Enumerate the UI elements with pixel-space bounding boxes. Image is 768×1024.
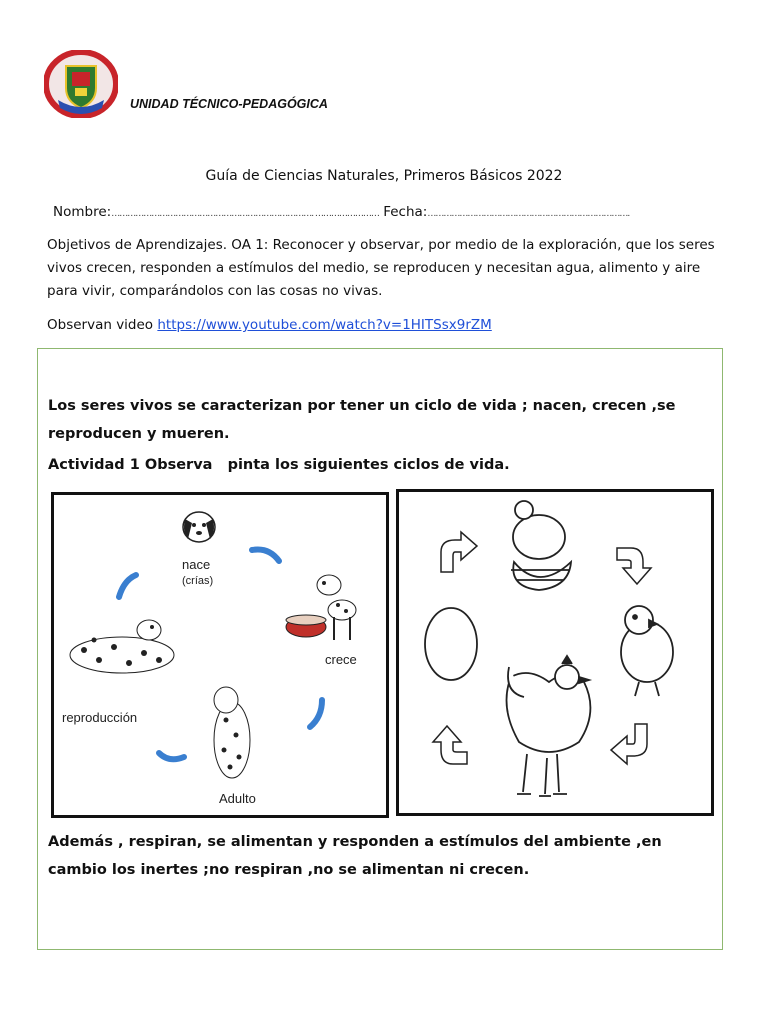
objectives-text: Objetivos de Aprendizajes. OA 1: Reconocer y observar, por medio de la exploración, que los seres vivos crecen, responden a estímulos del medio, se reproducen y necesitan agua, alimento y aire para vivir, comparándolos con las cosas no vivas. (47, 237, 715, 299)
label-reproduccion: reproducción (62, 710, 138, 725)
arrow-icon (119, 575, 136, 597)
video-line (47, 317, 492, 333)
arrow-icon (433, 726, 467, 764)
egg-icon (425, 608, 477, 680)
hen-cycle-drawing (399, 492, 711, 813)
school-logo (44, 50, 118, 118)
unit-label: UNIDAD TÉCNICO-PEDAGÓGICA (130, 97, 328, 111)
name-date-line (53, 204, 629, 220)
name-field[interactable]: …………………………………………………………………. …………………… (111, 209, 379, 219)
arrow-icon (159, 753, 184, 759)
chick-icon (621, 606, 673, 696)
label-nace: nace (182, 557, 211, 572)
intro-text: Los seres vivos se caracterizan por tener un ciclo de vida ; nacen, crecen ,se reproducen y mueren. (48, 398, 676, 442)
label-crece: crece (325, 652, 357, 667)
label-adulto: Adulto (219, 791, 256, 806)
video-link[interactable]: https://www.youtube.com/watch?v=1HITSsx9rZM (157, 317, 492, 333)
page-title: Guía de Ciencias Naturales, Primeros Básicos 2022 (205, 168, 563, 184)
date-field[interactable]: …………………………………………………………………. (427, 209, 630, 219)
hen-on-nest-icon (511, 501, 571, 590)
puppy-icon (183, 512, 215, 542)
name-label: Nombre: (53, 204, 112, 220)
dog-life-cycle-image (51, 492, 389, 818)
label-crias: (crías) (182, 575, 214, 587)
rooster-and-hen-icon (507, 656, 591, 796)
growing-dog-icon (286, 575, 356, 640)
arrow-icon (441, 532, 477, 572)
hen-life-cycle-image (396, 489, 714, 816)
adult-dogs-lying-icon (70, 620, 174, 673)
arrow-icon (252, 549, 279, 561)
adult-dog-icon (214, 687, 250, 778)
date-label: Fecha: (383, 204, 428, 220)
activity-heading: Actividad 1 Observa pinta los siguientes ciclos de vida. (48, 457, 510, 473)
video-label: Observan video (47, 317, 158, 333)
arrow-icon (310, 700, 322, 727)
arrow-icon (611, 724, 647, 764)
closing-text: Además , respiran, se alimentan y responden a estímulos del ambiente ,en cambio los inertes ;no respiran ,no se alimentan ni crecen. (48, 834, 662, 878)
arrow-icon (617, 548, 651, 584)
